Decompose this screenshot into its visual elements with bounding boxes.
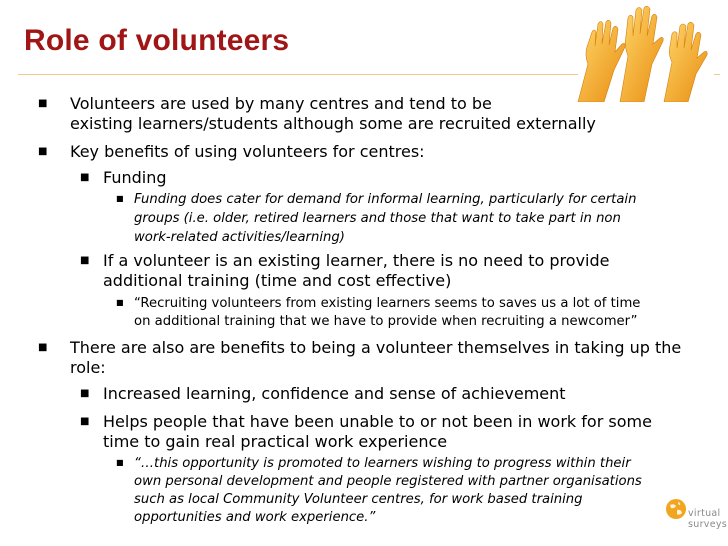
bullet-line: Key benefits of using volunteers for centres:	[70, 142, 425, 161]
bullet-line: additional training (time and cost effective)	[103, 271, 452, 290]
square-bullet-icon: ■	[116, 458, 124, 467]
bullet-line: Volunteers are used by many centres and tend to be	[70, 94, 492, 113]
bullet-line: time to gain real practical work experience	[103, 432, 448, 451]
bullet-line: existing learners/students although some are recruited externally	[70, 114, 596, 133]
bullet-line: If a volunteer is an existing learner, there is no need to provide	[103, 251, 610, 270]
square-bullet-icon: ■	[38, 98, 48, 109]
square-bullet-icon: ■	[116, 194, 124, 203]
title-underline	[18, 74, 578, 75]
bullet-line: such as local Community Volunteer centres, for work based training	[134, 492, 583, 507]
bullet-line: groups (i.e. older, retired learners and those that want to take part in non	[134, 211, 621, 226]
brand-line-1: virtual	[688, 508, 721, 519]
bullet-line: opportunities and work experience.”	[134, 510, 376, 525]
square-bullet-icon: ■	[116, 298, 124, 307]
square-bullet-icon: ■	[80, 172, 90, 183]
square-bullet-icon: ■	[38, 342, 48, 353]
bullet-line: on additional training that we have to provide when recruiting a newcomer”	[134, 314, 638, 329]
square-bullet-icon: ■	[80, 388, 90, 399]
globe-logo-icon	[664, 497, 688, 521]
bullet-line: role:	[70, 358, 106, 377]
bullet-line: Helps people that have been unable to or not been in work for some	[103, 412, 652, 431]
bullet-line: “…this opportunity is promoted to learners wishing to progress within their	[134, 456, 631, 471]
bullet-line: own personal development and people registered with partner organisations	[134, 474, 642, 489]
square-bullet-icon: ■	[80, 416, 90, 427]
bullet-line: Funding	[103, 168, 167, 187]
square-bullet-icon: ■	[80, 255, 90, 266]
square-bullet-icon: ■	[38, 146, 48, 157]
bullet-line: There are also are benefits to being a volunteer themselves in taking up the	[70, 338, 682, 357]
brand-line-2: surveys	[688, 519, 728, 530]
brand-wordmark	[688, 508, 727, 530]
slide-title: Role of volunteers	[24, 24, 290, 57]
bullet-line: Increased learning, confidence and sense of achievement	[103, 384, 566, 403]
raised-hands-icon	[568, 4, 718, 102]
bullet-line: “Recruiting volunteers from existing learners seems to saves us a lot of time	[134, 296, 641, 311]
bullet-line: work-related activities/learning)	[134, 230, 345, 245]
bullet-line: Funding does cater for demand for informal learning, particularly for certain	[134, 192, 637, 207]
